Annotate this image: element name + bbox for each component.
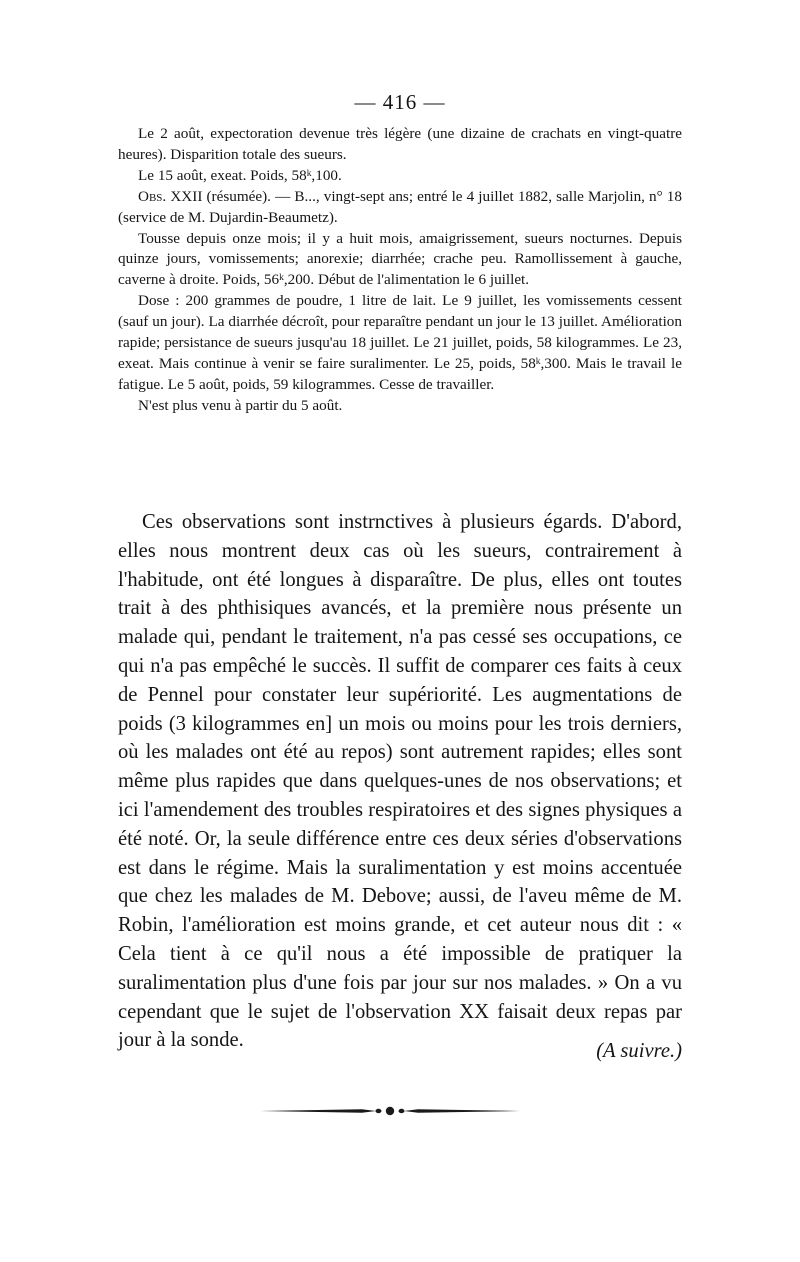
observations-block [118,124,682,417]
continuation-note: (A suivre.) [596,1040,682,1062]
observation-heading-paragraph [118,187,682,229]
text-run: ,300. Mais le travail le fatigue. Le 5 août, poids, 59 kilogrammes. Cesse de travailler. [118,354,683,393]
commentary-paragraph: Ces observations sont instrnctives à plusieurs égards. D'abord, elles nous montrent deux cas où les sueurs, contrairement à l'habitude, ont été longues à disparaître. De plus, elles ont toutes trait à des phthisiques avancés, et la première nous présente un malade qui, pendant le traitement, n'a pas cessé ses occupations, ce qui n'a pas empêché le succès. Il suffit de comparer ces faits à ceux de Pennel pour constater leur supériorité. Les augmentations de poids (3 kilogrammes en] un mois ou moins pour les trois derniers, où les malades ont été au repos) sont autrement rapides; elles sont même plus rapides que dans quelques-unes de nos observations; et ici l'amendement des troubles respiratoires et des signes physiques a été noté. Or, la seule différence entre ces deux séries d'observations est dans le régime. Mais la suralimentation y est moins accentuée que chez les malades de M. Debove; aussi, de l'aveu même de M. Robin, l'amélioration est moins grande, et cet auteur nous dit : « Cela tient à ce qu'il nous a été impossible de pratiquer la suralimentation plus d'une fois par jour sur nos malades. » On a vu cependant que le sujet de l'observation XX faisait deux repas par jour à la sonde. [118,511,682,1052]
closing-rule-ornament [258,1104,522,1118]
text-run: ,100. [311,166,342,184]
obs-label: Obs. [138,187,167,205]
observation-paragraph: N'est plus venu à partir du 5 août. [138,396,343,414]
text-run: XXII (résumée). — B..., vingt-sept ans; entré le 4 juillet 1882, salle Marjolin, n° 18 (service de M. Dujardin-Beaumetz). [118,187,682,226]
ornament-right-bead [399,1109,405,1113]
commentary-block [118,508,682,1055]
ornament-center-dot [386,1107,394,1115]
text-run: Tousse depuis onze mois; il y a huit mois, amaigrissement, sueurs nocturnes. Depuis quinze jours, vomissements; anorexie; diarrhée; crache peu. Ramollissement à gauche, caverne à droite. Poids, 56 [118,229,682,289]
observation-paragraph: Le 2 août, expectoration devenue très légère (une dizaine de crachats en vingt-quatre heures). Disparition totale des sueurs. [118,125,682,163]
page-number: — 416 — [354,90,446,114]
observation-paragraph [118,291,682,396]
observation-paragraph [118,229,682,292]
text-run: ,200. Début de l'alimentation le 6 juillet. [283,271,530,289]
text-run: Dose : 200 grammes de poudre, 1 litre de lait. Le 9 juillet, les vomissements cessent (sauf un jour). La diarrhée décroît, pour reparaître pendant un jour le 13 juillet. Amélioration rapide; persistance de sueurs jusqu'au 18 juillet. Le 21 juillet, poids, 58 kilogrammes. Le 23, exeat. Mais continue à venir se faire suralimenter. Le 25, poids, 58 [118,292,682,372]
unit-superscript: k [535,356,541,367]
ornament-left-wedge [260,1109,376,1113]
observation-paragraph [118,166,682,187]
ornament-right-wedge [404,1109,520,1113]
unit-superscript: k [279,273,284,284]
unit-superscript: k [306,168,312,179]
text-run: Le 15 août, exeat. Poids, 58 [138,166,307,184]
ornament-left-bead [376,1109,382,1113]
